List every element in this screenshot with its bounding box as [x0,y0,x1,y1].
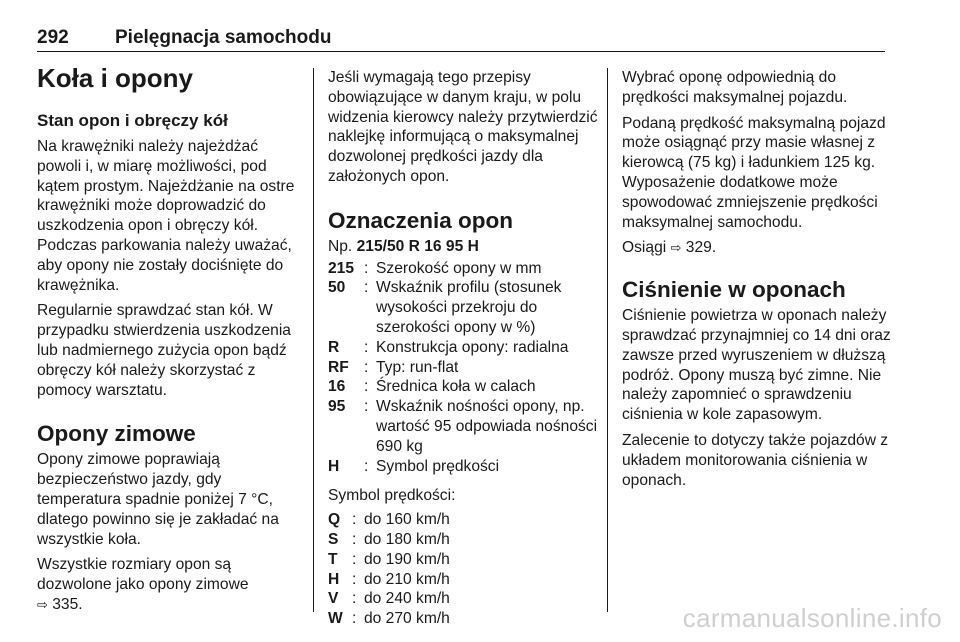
page-number: 292 [37,27,69,48]
speed-description: do 240 km/h [364,590,450,608]
page-reference[interactable]: 335. [52,595,83,613]
watermark: carmanualsonline.info [682,603,942,633]
separator: : [352,590,357,608]
code-description: Wskaźnik profilu (stosunek wysokości przekroju do szerokości opony w %) [376,279,562,336]
separator: : [352,610,357,628]
example-line [328,237,598,257]
code-description: Wskaźnik nośności opony, np. wartość 95 odpowiada nośności 690 kg [376,398,598,455]
page-header [37,27,885,52]
column-divider-1 [313,68,314,612]
section-heading-tyre-designations: Oznaczenia opon [328,207,514,233]
speed-symbol-list [328,510,598,629]
speed-key: Q [328,511,341,529]
paragraph: Opony zimowe poprawiają bezpieczeństwo jazdy, gdy temperatura spadnie poniżej 7 °C, dlatego powinno się je zakładać na wszystkie koła. [37,451,279,548]
speed-key: S [328,530,339,548]
separator: : [364,398,369,416]
speed-description: do 180 km/h [364,530,450,548]
separator: : [352,550,357,568]
code-key: 95 [328,398,346,416]
code-description: Symbol prędkości [376,457,500,475]
separator: : [352,530,357,548]
code-key: 215 [328,259,355,277]
paragraph: Ciśnienie powietrza w oponach należy sprawdzać przynajmniej co 14 dni oraz zawsze przed wyruszeniem w dłuższą podróż. Opony muszą być zimne. Nie należy zapomnieć o sprawdzeniu ciśnienia w kole zapasowym. [622,307,891,424]
page-reference[interactable]: 329. [685,239,717,257]
separator: : [352,511,357,529]
speed-key: H [328,570,340,588]
paragraph-text: Wszystkie rozmiary opon są dozwolone jako opony zimowe [37,556,249,594]
speed-key: W [328,610,343,628]
separator: : [364,259,369,277]
page-title: Koła i opony [37,63,193,93]
paragraph: Podaną prędkość maksymalną pojazd może osiągnąć przy masie własnej z kierowcą (75 kg) i ładunkiem 125 kg. Wyposażenie dodatkowe może spowodować zmniejszenie prędkości maksymalnej samochodu. [622,114,886,231]
column-1 [37,62,299,621]
speed-key: V [328,590,339,608]
code-key: 50 [328,279,346,297]
separator: : [364,457,369,475]
paragraph [37,555,299,614]
paragraph: Symbol prędkości: [328,487,456,505]
code-description: Typ: run-flat [376,358,459,376]
separator: : [364,378,369,396]
example-code: 215/50 R 16 95 H [356,237,479,255]
speed-description: do 270 km/h [364,610,450,628]
section-heading-winter-tyres: Opony zimowe [37,421,196,447]
paragraph [622,238,894,258]
section-heading-tyre-condition: Stan opon i obręczy kół [37,111,228,130]
paragraph: Wybrać oponę odpowiednią do prędkości maksymalnej pojazdu. [622,69,848,106]
code-description: Średnica koła w calach [376,378,536,396]
paragraph: Jeśli wymagają tego przepisy obowiązujące w danym kraju, w polu widzenia kierowcy należy przytwierdzić naklejkę informującą o maksymalnej dozwolonej prędkości jazdy dla założonych opon. [328,69,598,185]
code-key: H [328,457,340,475]
code-key: R [328,338,340,356]
speed-description: do 160 km/h [364,511,450,529]
page-reference-arrow-icon: ⇨ [37,596,48,612]
tyre-code-list [328,259,598,477]
separator: : [364,358,369,376]
paragraph: Na krawężniki należy najeżdżać powoli i, w miarę możliwości, pod kątem prostym. Najeżdżanie na ostre krawężniki może doprowadzić do uszkodzenia opon i obręczy kół. Podczas parkowania należy uważać, aby opony nie zostały dociśnięte do krawężnika. [37,138,295,294]
code-description: Konstrukcja opony: radialna [376,338,569,356]
paragraph: Zalecenie to dotyczy także pojazdów z układem monitorowania ciśnienia w oponach. [622,431,889,489]
separator: : [364,338,369,356]
running-head: Pielęgnacja samochodu [115,27,332,48]
separator: : [352,570,357,588]
column-divider-2 [607,68,608,612]
paragraph: Regularnie sprawdzać stan kół. W przypadku stwierdzenia uszkodzenia lub nadmiernego zużycia opon bądź obręczy kół należy skorzystać z pomocy warsztatu. [37,302,291,399]
page-reference-arrow-icon: ⇨ [670,240,682,256]
speed-key: T [328,550,338,568]
speed-description: do 190 km/h [364,550,450,568]
code-description: Szerokość opony w mm [376,259,542,277]
section-heading-tyre-pressure: Ciśnienie w oponach [622,277,846,303]
column-2 [328,68,598,635]
column-3 [622,68,894,496]
separator: : [364,279,369,297]
example-prefix: Np. [328,237,353,255]
speed-description: do 210 km/h [364,570,450,588]
code-key: 16 [328,378,346,396]
code-key: RF [328,358,349,376]
paragraph-text: Osiągi [622,239,667,257]
